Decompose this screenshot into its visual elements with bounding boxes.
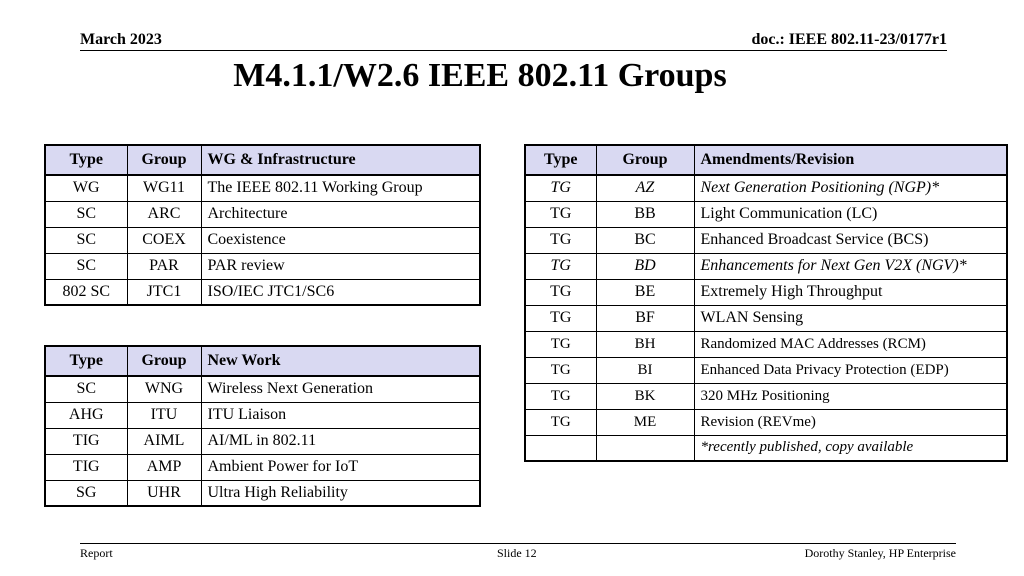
cell-type: TG — [525, 279, 596, 305]
table-row — [525, 357, 1007, 383]
cell-description: Coexistence — [201, 227, 480, 253]
cell-type: TG — [525, 227, 596, 253]
table-row — [45, 428, 480, 454]
table-row — [45, 454, 480, 480]
column-header-group: Group — [127, 346, 201, 376]
header-doc-id: doc.: IEEE 802.11-23/0177r1 — [751, 31, 947, 48]
column-header-type: Type — [45, 346, 127, 376]
cell-type: TG — [525, 409, 596, 435]
cell-type: AHG — [45, 402, 127, 428]
cell-description: Ultra High Reliability — [201, 480, 480, 506]
table-row — [525, 409, 1007, 435]
cell-description: Enhancements for Next Gen V2X (NGV)* — [694, 253, 1007, 279]
table-row — [45, 279, 480, 305]
cell-type: TG — [525, 253, 596, 279]
cell-group: UHR — [127, 480, 201, 506]
cell-type: TG — [525, 331, 596, 357]
slide-title: M4.1.1/W2.6 IEEE 802.11 Groups — [233, 57, 727, 94]
cell-group: BI — [596, 357, 694, 383]
cell-type: SC — [45, 253, 127, 279]
table-row — [525, 383, 1007, 409]
cell-type — [525, 435, 596, 461]
column-header-group: Group — [596, 145, 694, 175]
wg-infrastructure-table — [44, 144, 481, 306]
slide-number: Slide 12 — [497, 546, 537, 560]
table-row — [525, 279, 1007, 305]
cell-description: Enhanced Data Privacy Protection (EDP) — [694, 357, 1007, 383]
cell-type: TG — [525, 201, 596, 227]
cell-description: Enhanced Broadcast Service (BCS) — [694, 227, 1007, 253]
cell-group: BE — [596, 279, 694, 305]
cell-type: TG — [525, 383, 596, 409]
cell-group: BK — [596, 383, 694, 409]
cell-type: SC — [45, 227, 127, 253]
cell-group: PAR — [127, 253, 201, 279]
table-row — [45, 253, 480, 279]
cell-description: Architecture — [201, 201, 480, 227]
column-header-type: Type — [525, 145, 596, 175]
footer-divider — [80, 543, 956, 544]
cell-type: WG — [45, 175, 127, 201]
cell-group: ARC — [127, 201, 201, 227]
column-header-group: Group — [127, 145, 201, 175]
footer-report-label: Report — [80, 546, 113, 560]
column-header-description: WG & Infrastructure — [201, 145, 480, 175]
cell-description: Light Communication (LC) — [694, 201, 1007, 227]
cell-description: Randomized MAC Addresses (RCM) — [694, 331, 1007, 357]
table-row — [45, 175, 480, 201]
cell-type: SC — [45, 201, 127, 227]
cell-group: ITU — [127, 402, 201, 428]
footer-author: Dorothy Stanley, HP Enterprise — [804, 546, 956, 560]
cell-description: 320 MHz Positioning — [694, 383, 1007, 409]
table-header-row — [45, 145, 480, 175]
column-header-description: New Work — [201, 346, 480, 376]
cell-group: WNG — [127, 376, 201, 402]
table-row — [525, 253, 1007, 279]
cell-type: 802 SC — [45, 279, 127, 305]
cell-group: BF — [596, 305, 694, 331]
amendments-revision-table — [524, 144, 1008, 462]
cell-group: AMP — [127, 454, 201, 480]
cell-description: Next Generation Positioning (NGP)* — [694, 175, 1007, 201]
table-row — [525, 175, 1007, 201]
cell-type: SC — [45, 376, 127, 402]
cell-description: Ambient Power for IoT — [201, 454, 480, 480]
header-date: March 2023 — [80, 31, 162, 48]
cell-group: WG11 — [127, 175, 201, 201]
cell-type: TG — [525, 175, 596, 201]
cell-description: ITU Liaison — [201, 402, 480, 428]
table-row — [525, 331, 1007, 357]
cell-group: BD — [596, 253, 694, 279]
cell-type: TIG — [45, 428, 127, 454]
cell-group: AZ — [596, 175, 694, 201]
cell-description: WLAN Sensing — [694, 305, 1007, 331]
table-row — [525, 201, 1007, 227]
table-footnote: *recently published, copy available — [694, 435, 1007, 461]
cell-group: JTC1 — [127, 279, 201, 305]
cell-group — [596, 435, 694, 461]
table-row — [525, 227, 1007, 253]
cell-group: ME — [596, 409, 694, 435]
header-divider — [80, 50, 947, 51]
cell-group: COEX — [127, 227, 201, 253]
cell-group: BC — [596, 227, 694, 253]
cell-group: BH — [596, 331, 694, 357]
cell-description: ISO/IEC JTC1/SC6 — [201, 279, 480, 305]
table-row — [45, 376, 480, 402]
cell-type: TG — [525, 305, 596, 331]
cell-description: Wireless Next Generation — [201, 376, 480, 402]
cell-type: TG — [525, 357, 596, 383]
cell-type: TIG — [45, 454, 127, 480]
table-row — [45, 480, 480, 506]
table-header-row — [45, 346, 480, 376]
cell-description: Revision (REVme) — [694, 409, 1007, 435]
cell-description: The IEEE 802.11 Working Group — [201, 175, 480, 201]
new-work-table — [44, 345, 481, 507]
table-row — [45, 402, 480, 428]
cell-description: PAR review — [201, 253, 480, 279]
table-header-row — [525, 145, 1007, 175]
cell-description: AI/ML in 802.11 — [201, 428, 480, 454]
table-row — [45, 227, 480, 253]
column-header-type: Type — [45, 145, 127, 175]
cell-group: BB — [596, 201, 694, 227]
table-row — [525, 305, 1007, 331]
cell-description: Extremely High Throughput — [694, 279, 1007, 305]
cell-group: AIML — [127, 428, 201, 454]
cell-type: SG — [45, 480, 127, 506]
table-row — [45, 201, 480, 227]
column-header-description: Amendments/Revision — [694, 145, 1007, 175]
table-row — [525, 435, 1007, 461]
